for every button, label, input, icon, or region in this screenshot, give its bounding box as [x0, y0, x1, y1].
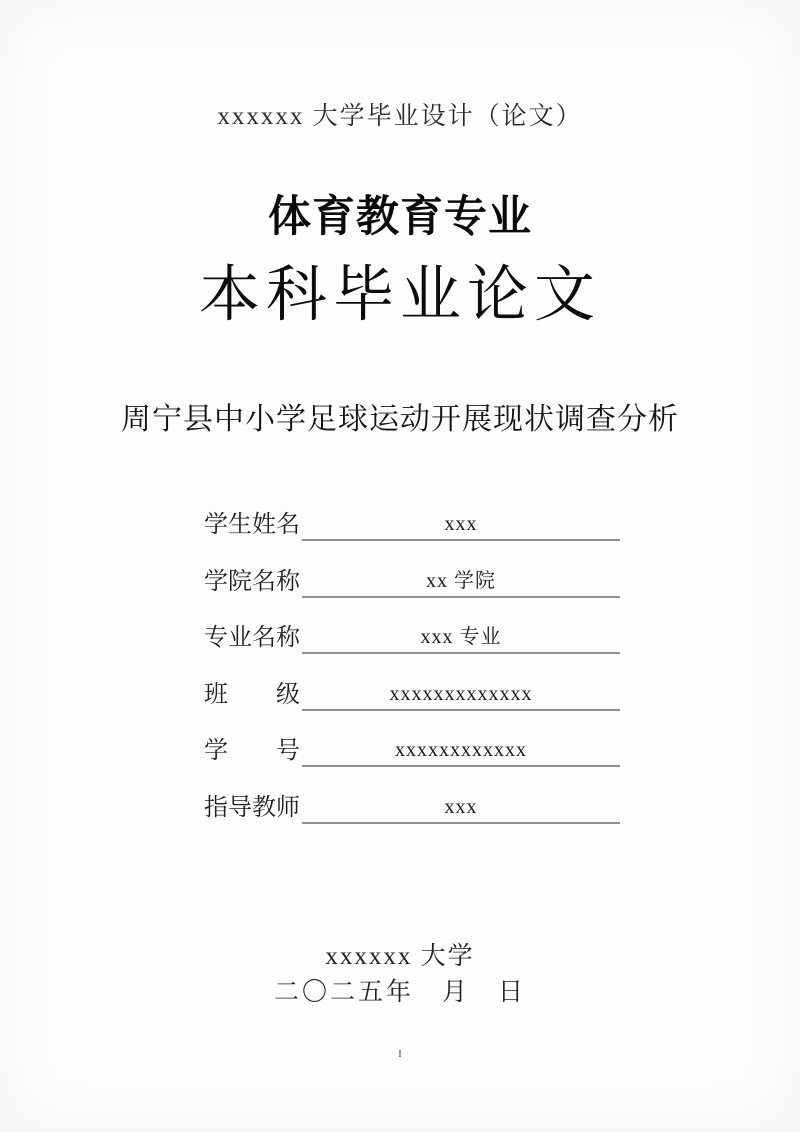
major-name-label: 专业名称: [204, 625, 300, 652]
student-name-label: 学生姓名: [204, 512, 300, 538]
student-id-value: xxxxxxxxxxxx: [302, 740, 620, 767]
class-label: 班 级: [204, 681, 300, 708]
form-row-class: [204, 676, 620, 711]
form-row-advisor: [204, 789, 620, 824]
college-name-label: 学院名称: [204, 568, 300, 595]
degree-title: 本科毕业论文: [198, 262, 601, 329]
advisor-label: 指导教师: [204, 794, 300, 821]
form-row-student-id: [204, 732, 620, 767]
student-id-label: 学 号: [204, 738, 300, 765]
student-name-value: xxx: [302, 514, 620, 541]
major-title: 体育教育专业: [268, 193, 532, 241]
form-row-college-name: [204, 563, 620, 598]
university-header: xxxxxx 大学毕业设计（论文）: [217, 103, 583, 130]
page-number: I: [398, 1048, 402, 1060]
college-name-value: xx 学院: [302, 571, 620, 598]
class-value: xxxxxxxxxxxxx: [302, 684, 620, 711]
footer-university-name: xxxxxx 大学: [325, 943, 475, 970]
form-row-major-name: [204, 619, 620, 654]
footer-date: 二〇二五年 月 日: [273, 979, 526, 1006]
cover-info-form: [204, 506, 620, 846]
major-name-value: xxx 专业: [302, 627, 620, 654]
thesis-title: 周宁县中小学足球运动开展现状调查分析: [121, 403, 679, 436]
form-row-student-name: [204, 506, 620, 541]
advisor-value: xxx: [302, 797, 620, 824]
